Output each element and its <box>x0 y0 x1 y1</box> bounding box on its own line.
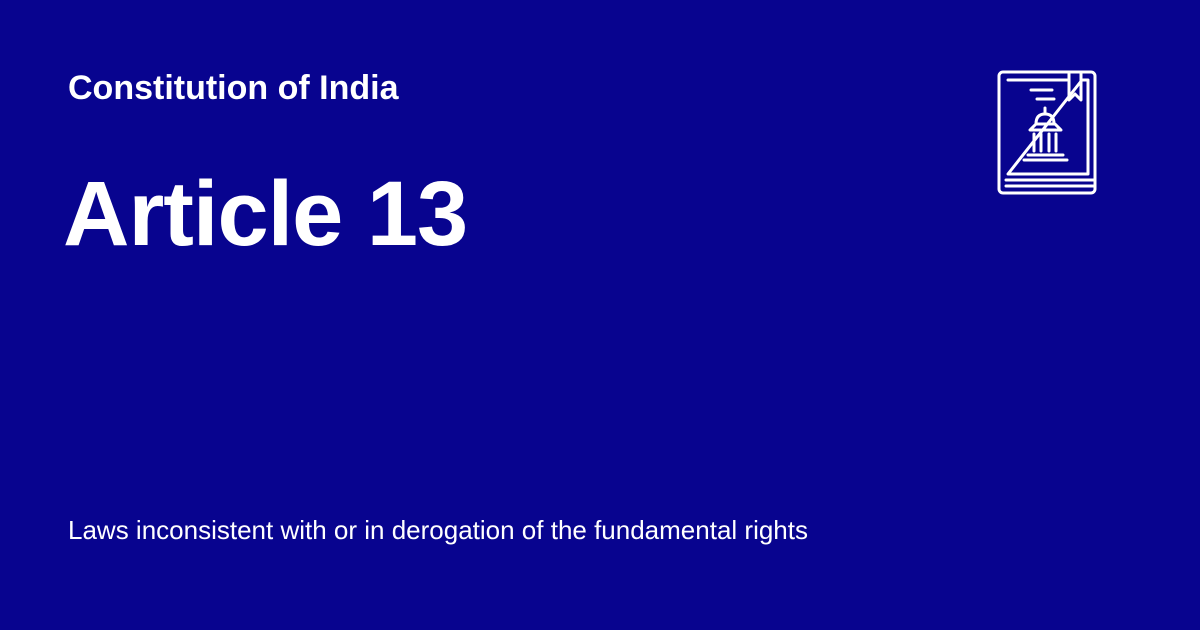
publication-label: Constitution of India <box>68 69 399 107</box>
article-description: Laws inconsistent with or in derogation of the fundamental rights <box>68 515 808 545</box>
article-title: Article 13 <box>63 163 468 265</box>
constitution-book-icon <box>994 68 1100 196</box>
